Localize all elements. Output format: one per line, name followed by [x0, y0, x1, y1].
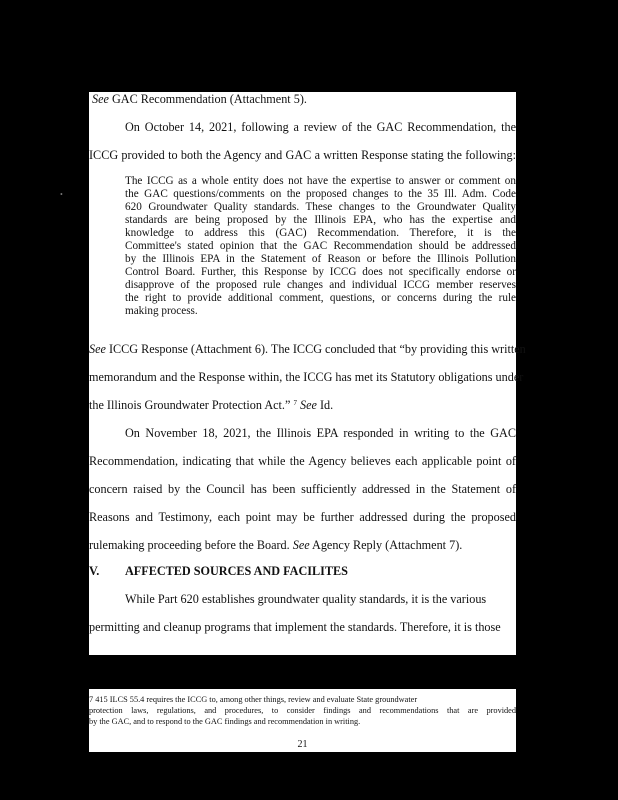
body-line-8: Recommendation, indicating that while the Agency believes each applicable point of — [89, 454, 516, 468]
body-text: GAC Recommendation (Attachment 5). — [108, 92, 307, 106]
body-line-10: Reasons and Testimony, each point may be further addressed during the proposed — [89, 510, 516, 524]
body-text: Id. — [316, 398, 334, 412]
section-heading-number: V. — [89, 564, 100, 578]
body-line-1 — [92, 92, 307, 106]
quote-line: The ICCG as a whole entity does not have the expertise to answer or comment on — [125, 175, 516, 187]
quote-line: Control Board. Further, this Response by ICCG does not specifically endorse or — [125, 266, 516, 278]
body-line-2: On October 14, 2021, following a review of the GAC Recommendation, the — [125, 120, 516, 134]
scan-speck: • — [60, 190, 63, 199]
footnote-area — [89, 689, 516, 752]
document-page — [89, 92, 526, 655]
body-text: ICCG Response (Attachment 6). The ICCG concluded that “by providing this written — [105, 342, 526, 356]
body-line-4 — [89, 342, 526, 356]
body-line-9: concern raised by the Council has been sufficiently addressed in the Statement of — [89, 482, 516, 496]
footnote-line: by the GAC, and to respond to the GAC findings and recommendation in writing. — [89, 717, 361, 726]
page-number: 21 — [297, 739, 308, 750]
body-line-5: memorandum and the Response within, the ICCG has met its Statutory obligations under — [89, 370, 524, 384]
body-line-3: ICCG provided to both the Agency and GAC a written Response stating the following: — [89, 148, 516, 162]
quote-line: the GAC questions/comments on the proposed changes to the 35 Ill. Adm. Code — [125, 188, 516, 200]
quote-line: Committee's stated opinion that the GAC Recommendation should be addressed — [125, 240, 516, 252]
citation-see: See — [299, 398, 317, 412]
citation-see: See — [89, 342, 106, 356]
section-heading-title: AFFECTED SOURCES AND FACILITES — [125, 564, 348, 578]
body-line-7: On November 18, 2021, the Illinois EPA responded in writing to the GAC — [125, 426, 516, 440]
quote-line: making process. — [125, 305, 198, 317]
citation-see: See — [292, 538, 310, 552]
body-line-11 — [89, 538, 462, 552]
quote-line: standards are being proposed by the Illinois EPA, who has the expertise and — [125, 214, 516, 226]
footnote-line: protection laws, regulations, and procedures, to consider findings and recommendations that are provided — [89, 706, 516, 715]
quote-line: disapprove of the proposed rule changes and individual ICCG member reserves — [125, 279, 516, 291]
quote-line: by the Illinois EPA in the Statement of Reason or before the Illinois Pollution — [125, 253, 516, 265]
quote-line: the right to provide additional comment, questions, or concerns during the rule — [125, 292, 516, 304]
body-text: the Illinois Groundwater Protection Act.” — [89, 398, 294, 412]
body-line-13: permitting and cleanup programs that implement the standards. Therefore, it is those — [89, 620, 501, 634]
quote-line: knowledge to address this (GAC) Recommendation. Therefore, it is the — [125, 227, 516, 239]
body-text: rulemaking proceeding before the Board. — [89, 538, 293, 552]
footnote-ref: 7 — [293, 399, 297, 407]
footnote-line: 7 415 ILCS 55.4 requires the ICCG to, among other things, review and evaluate State groundwater — [89, 695, 418, 704]
body-text: Agency Reply (Attachment 7). — [309, 538, 463, 552]
body-line-6 — [89, 398, 333, 412]
body-line-12: While Part 620 establishes groundwater quality standards, it is the various — [125, 592, 487, 606]
citation-see: See — [92, 92, 109, 106]
quote-line: 620 Groundwater Quality standards. These changes to the Groundwater Quality — [125, 201, 516, 213]
